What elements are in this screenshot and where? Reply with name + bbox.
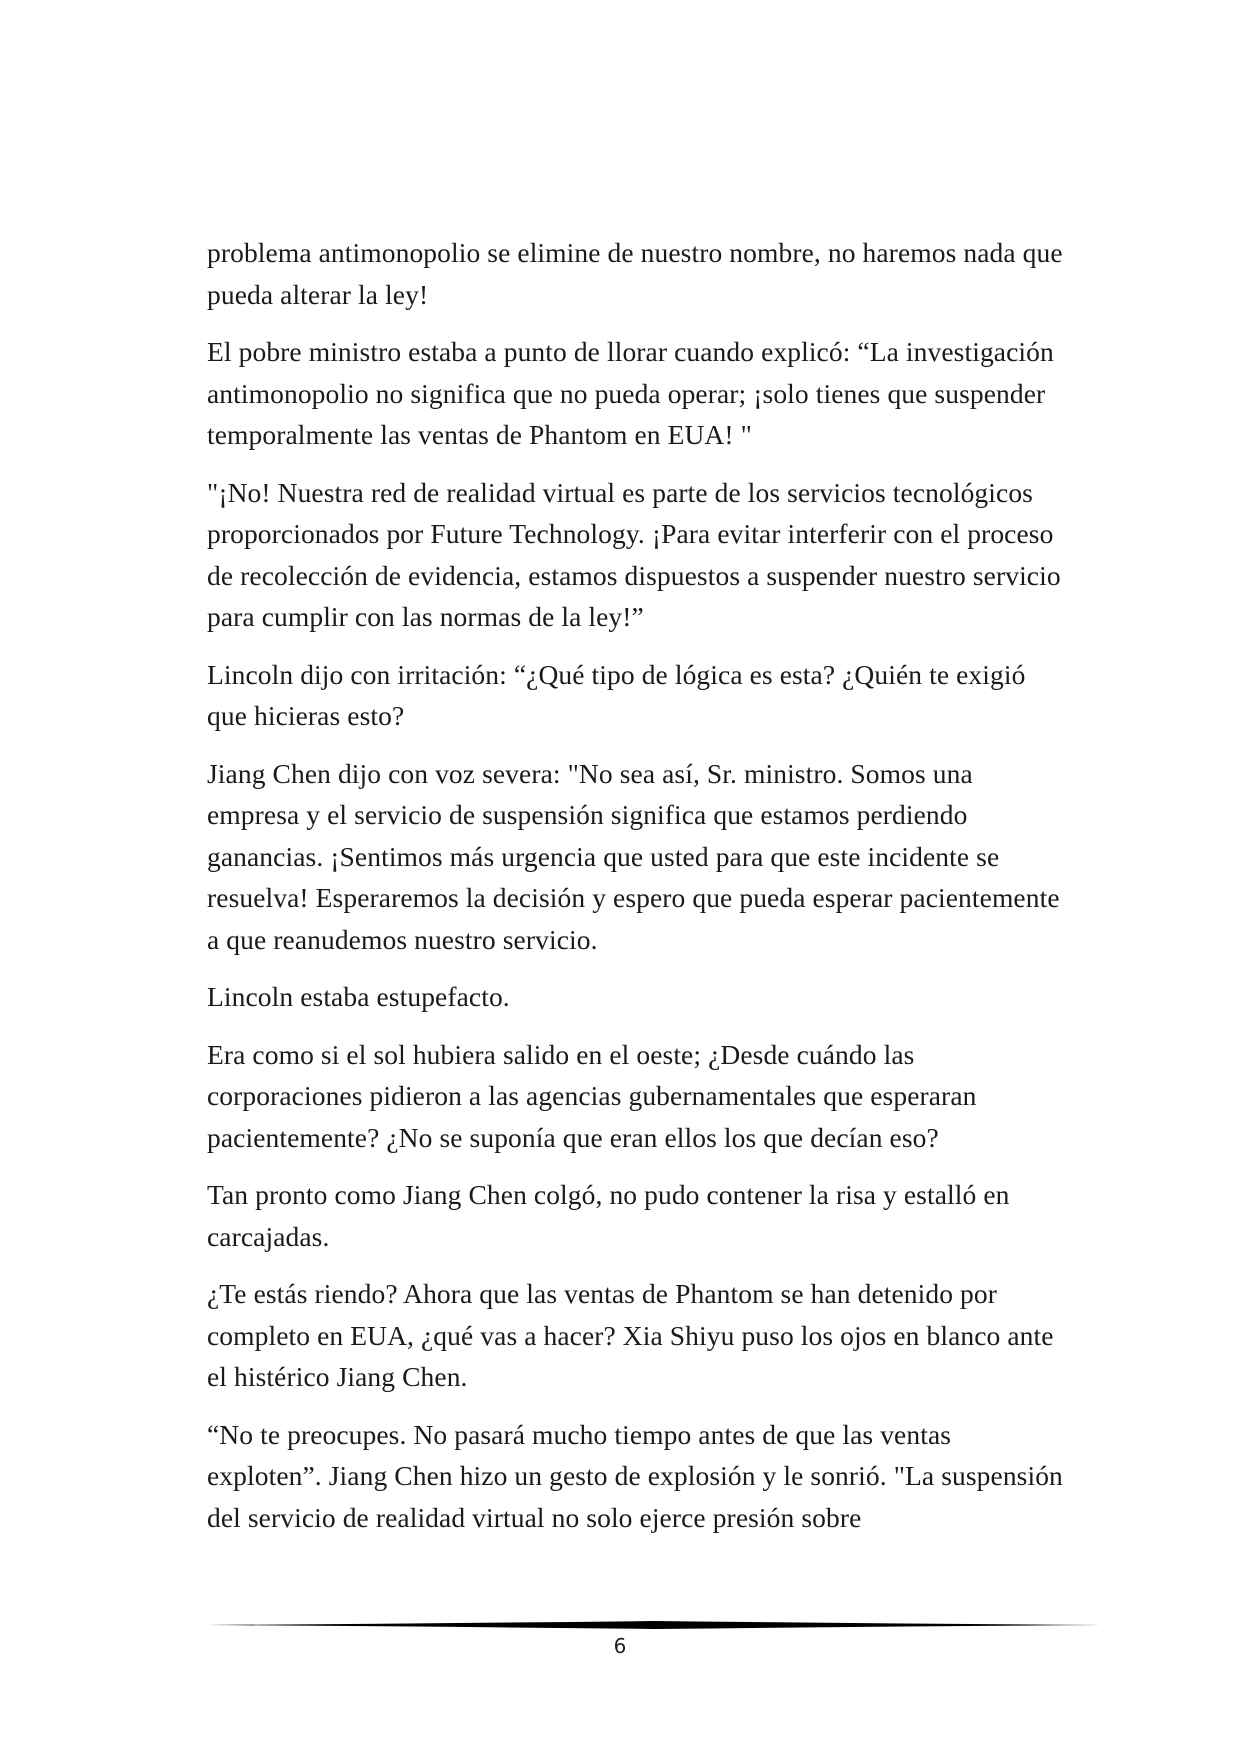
paragraph-2: El pobre ministro estaba a punto de llorar cuando explicó: “La investigación antimonopolio no significa que no pueda operar; ¡solo tienes que suspender temporalmente las ventas de Phantom en EUA! " — [207, 336, 1054, 450]
paragraph-4: Lincoln dijo con irritación: “¿Qué tipo de lógica es esta? ¿Quién te exigió que hicieras esto? — [207, 658, 1026, 731]
paragraph-9: ¿Te estás riendo? Ahora que las ventas de Phantom se han detenido por completo en EUA, ¿qué vas a hacer? Xia Shiyu puso los ojos en blanco ante el histérico Jiang Chen. — [207, 1278, 1054, 1392]
paragraph-8: Tan pronto como Jiang Chen colgó, no pudo contener la risa y estalló en carcajadas. — [207, 1179, 1010, 1252]
paragraph-7: Era como si el sol hubiera salido en el oeste; ¿Desde cuándo las corporaciones pidieron a las agencias gubernamentales que esperaran pacientemente? ¿No se suponía que eran ellos los que decían eso? — [207, 1038, 977, 1153]
paragraph-3: "¡No! Nuestra red de realidad virtual es parte de los servicios tecnológicos proporcionados por Future Technology. ¡Para evitar interferir con el proceso de recolección de evidencia, estamos dispuestos a suspender nuestro servicio para cumplir con las normas de la ley!” — [207, 476, 1061, 632]
paragraph-10: “No te preocupes. No pasará mucho tiempo antes de que las ventas exploten”. Jiang Chen hizo un gesto de explosión y le sonrió. "La suspensión del servicio de realidad virtual no solo ejerce presión sobre — [207, 1418, 1063, 1533]
paragraph-6: Lincoln estaba estupefacto. — [207, 981, 510, 1012]
paragraph-5: Jiang Chen dijo con voz severa: "No sea así, Sr. ministro. Somos una empresa y el servicio de suspensión significa que estamos perdiendo ganancias. ¡Sentimos más urgencia que usted para que este incidente se resuelva! Esperaremos la decisión y espero que pueda esperar pacientemente a que reanudemos nuestro servicio. — [207, 757, 1060, 955]
footer-divider — [207, 1620, 1102, 1630]
body-text — [207, 232, 1067, 1554]
page-number: 6 — [613, 1634, 627, 1658]
paragraph-1: problema antimonopolio se elimine de nuestro nombre, no haremos nada que pueda alterar la ley! — [207, 237, 1063, 310]
